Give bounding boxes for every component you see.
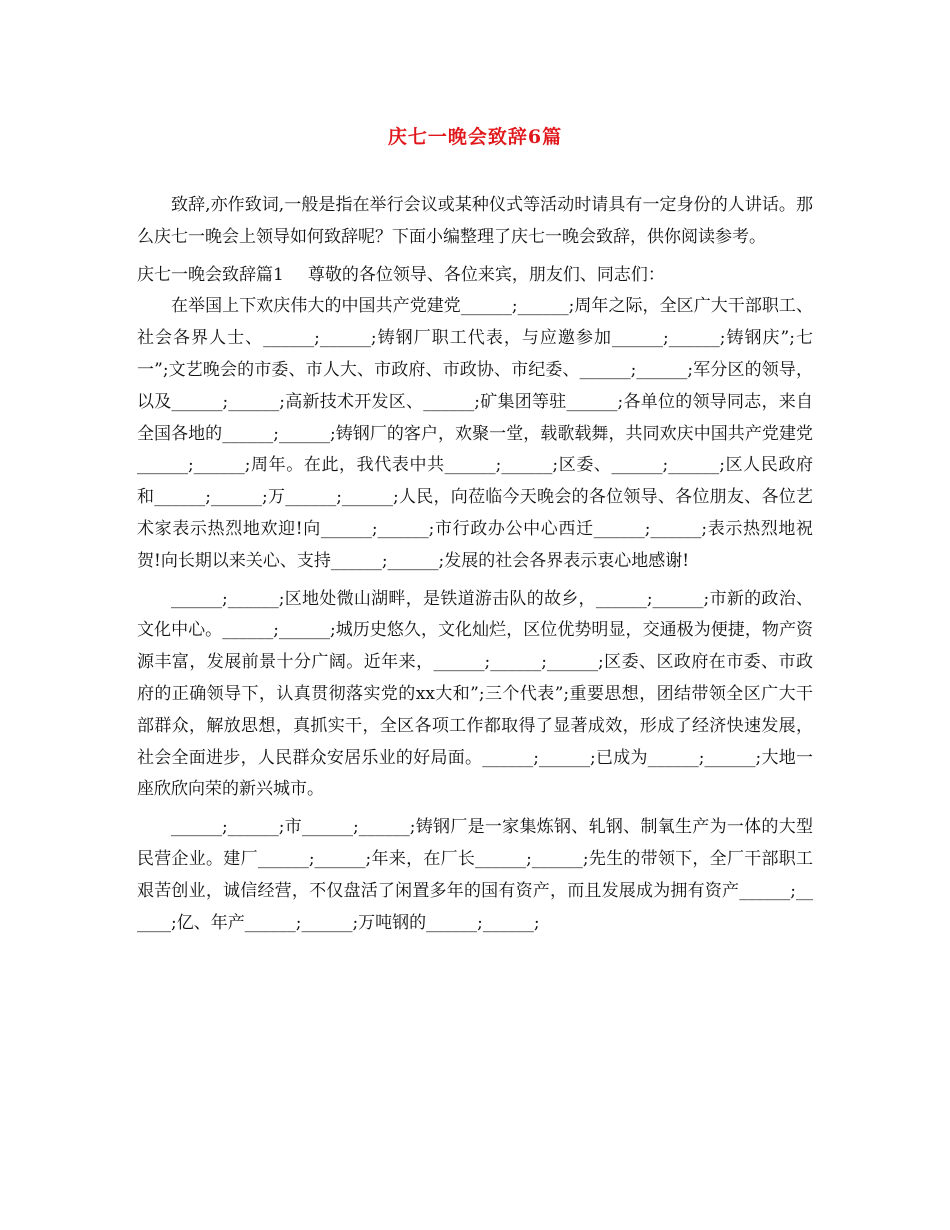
body-paragraph: ______;______;区地处微山湖畔，是铁道游击队的故乡，______;______;市新的政治、文化中心。______;______;城历史悠久，文化灿烂，区位优势明显，交通极为便捷，物产资源丰富，发展前景十分广阔。近年来，______;______;______;区委、区政府在市委、市政府的正确领导下，认真贯彻落实党的xx大和”;三个代表”;重要思想，团结带领全区广大干部群众，解放思想，真抓实干，全区各项工作都取得了显著成效，形成了经济快速发展，社会全面进步，人民群众安居乐业的好局面。______;______;已成为______;______;大地一座欣欣向荣的新兴城市。 — [137, 588, 813, 800]
document-body — [137, 190, 813, 945]
body-paragraph: 在举国上下欢庆伟大的中国共产党建党______;______;周年之际，全区广大干部职工、社会各界人士、______;______;铸钢厂职工代表，与应邀参加______;______;铸钢庆”;七一”;文艺晚会的市委、市人大、市政府、市政协、市纪委、______;______;军分区的领导，以及______;______;高新技术开发区、______;矿集团等驻______;各单位的领导同志，来自全国各地的______;______;铸钢厂的客户，欢聚一堂，载歌载舞，共同欢庆中国共产党建党______;______;周年。在此，我代表中共______;______;区委、______;______;区人民政府和______;______;万______;______;人民，向莅临今天晚会的各位领导、各位朋友、各位艺术家表示热烈地欢迎!向______;______;市行政办公中心西迁______;______;表示热烈地祝贺!向长期以来关心、支持______;______;发展的社会各界表示衷心地感谢! — [137, 296, 813, 571]
section-heading: 庆七一晚会致辞篇1 — [137, 264, 284, 285]
section-heading-line — [137, 260, 813, 292]
body-paragraph: ______;______;市______;______;铸钢厂是一家集炼钢、轧钢、制氧生产为一体的大型民营企业。建厂______;______;年来，在厂长______;______;先生的带领下，全厂干部职工艰苦创业，诚信经营，不仅盘活了闲置多年的国有资产，而且发展成为拥有资产______;______;亿、年产______;______;万吨钢的______;______; — [137, 817, 813, 933]
document-title: 庆七一晚会致辞6篇 — [387, 126, 563, 148]
intro-paragraph: 致辞,亦作致词,一般是指在举行会议或某种仪式等活动时请具有一定身份的人讲话。那么庆七一晚会上领导如何致辞呢？下面小编整理了庆七一晚会致辞，供你阅读参考。 — [137, 195, 813, 247]
salutation: 尊敬的各位领导、各位来宾，朋友们、同志们： — [307, 264, 665, 285]
